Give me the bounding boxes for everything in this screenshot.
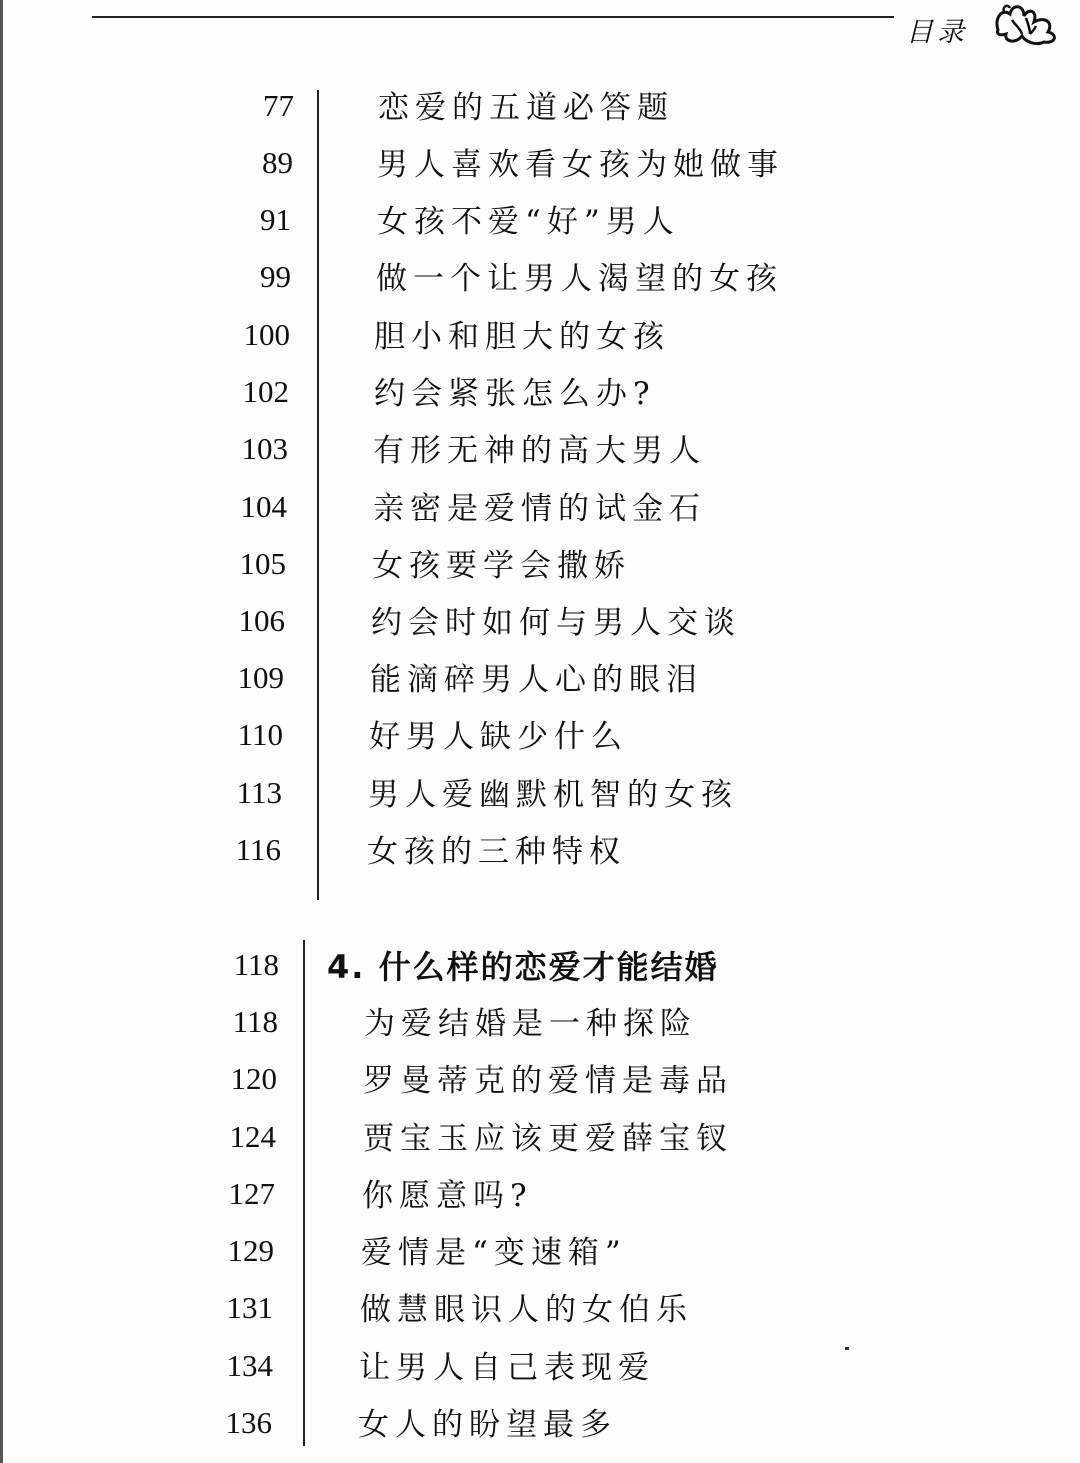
entry-title: 女孩的三种特权 [367, 834, 626, 870]
entry-title: 男人喜欢看女孩为她做事 [377, 147, 784, 183]
toc-entry [0, 198, 1080, 248]
page-number: 104 [240, 489, 287, 524]
page-number: 129 [227, 1233, 274, 1268]
page-number: 100 [243, 317, 290, 352]
entry-title: 好男人缺少什么 [369, 719, 628, 755]
toc-entry [0, 485, 1080, 535]
entry-title: 亲密是爱情的试金石 [373, 491, 706, 527]
header-rule [92, 16, 894, 18]
entry-title: 你愿意吗? [362, 1178, 533, 1214]
toc-entry [0, 1229, 1080, 1279]
toc-entry [0, 1057, 1080, 1107]
toc-entry [0, 599, 1080, 649]
entry-title: 女人的盼望最多 [358, 1407, 617, 1443]
page-number: 91 [260, 202, 291, 237]
entry-title: 爱情是“变速箱” [361, 1235, 627, 1271]
toc-entry [0, 255, 1080, 305]
page-number: 77 [263, 88, 294, 123]
page-number: 136 [225, 1405, 272, 1440]
entry-title: 能滴碎男人心的眼泪 [370, 662, 703, 698]
page-number: 109 [237, 660, 284, 695]
page-number: 134 [226, 1348, 273, 1383]
print-speck [845, 1347, 849, 1350]
entry-title: 胆小和胆大的女孩 [374, 319, 670, 355]
entry-title: 让男人自己表现爱 [359, 1350, 655, 1386]
toc-entry [0, 84, 1080, 134]
entry-title: 女孩不爱“好”男人 [377, 204, 680, 240]
toc-entry [0, 771, 1080, 821]
toc-entry [0, 1115, 1080, 1165]
page-number: 131 [226, 1290, 273, 1325]
page-number: 127 [228, 1176, 275, 1211]
entry-title: 罗曼蒂克的爱情是毒品 [363, 1063, 733, 1099]
section-heading-row [0, 943, 1080, 993]
toc-entry [0, 656, 1080, 706]
toc-entry [0, 313, 1080, 363]
toc-entry [0, 1344, 1080, 1394]
toc-entry [0, 542, 1080, 592]
page-number: 102 [242, 374, 289, 409]
entry-title: 男人爱幽默机智的女孩 [368, 777, 738, 813]
page-number: 120 [230, 1061, 277, 1096]
toc-entry [0, 1286, 1080, 1336]
page-number: 105 [239, 546, 286, 581]
page-number: 99 [260, 259, 291, 294]
section-heading: 4. 什么样的恋爱才能结婚 [327, 948, 719, 986]
entry-title: 约会紧张怎么办? [374, 376, 656, 412]
page-number: 116 [235, 832, 281, 867]
entry-title: 贾宝玉应该更爱薛宝钗 [363, 1121, 733, 1157]
entry-title: 为爱结婚是一种探险 [364, 1006, 697, 1042]
page-number: 110 [237, 717, 283, 752]
page-number: 106 [238, 603, 285, 638]
page-number: 89 [262, 145, 293, 180]
page-number: 103 [241, 431, 288, 466]
header-title: 目录 [906, 17, 968, 48]
page-number: 118 [232, 1004, 278, 1039]
flower-ornament-icon [992, 0, 1064, 48]
page-number: 124 [229, 1119, 276, 1154]
toc-entry [0, 370, 1080, 420]
page-number: 113 [236, 775, 282, 810]
entry-title: 有形无神的高大男人 [373, 433, 706, 469]
toc-entry [0, 1172, 1080, 1222]
toc-entry [0, 427, 1080, 477]
toc-entry [0, 1000, 1080, 1050]
toc-entry [0, 828, 1080, 878]
page-number: 118 [233, 947, 279, 982]
toc-entry [0, 1401, 1080, 1451]
entry-title: 做慧眼识人的女伯乐 [360, 1292, 693, 1328]
entry-title: 女孩要学会撒娇 [372, 548, 631, 584]
toc-entry [0, 141, 1080, 191]
toc-entry [0, 713, 1080, 763]
entry-title: 约会时如何与男人交谈 [371, 605, 741, 641]
entry-title: 做一个让男人渴望的女孩 [376, 261, 783, 297]
entry-title: 恋爱的五道必答题 [378, 90, 674, 126]
